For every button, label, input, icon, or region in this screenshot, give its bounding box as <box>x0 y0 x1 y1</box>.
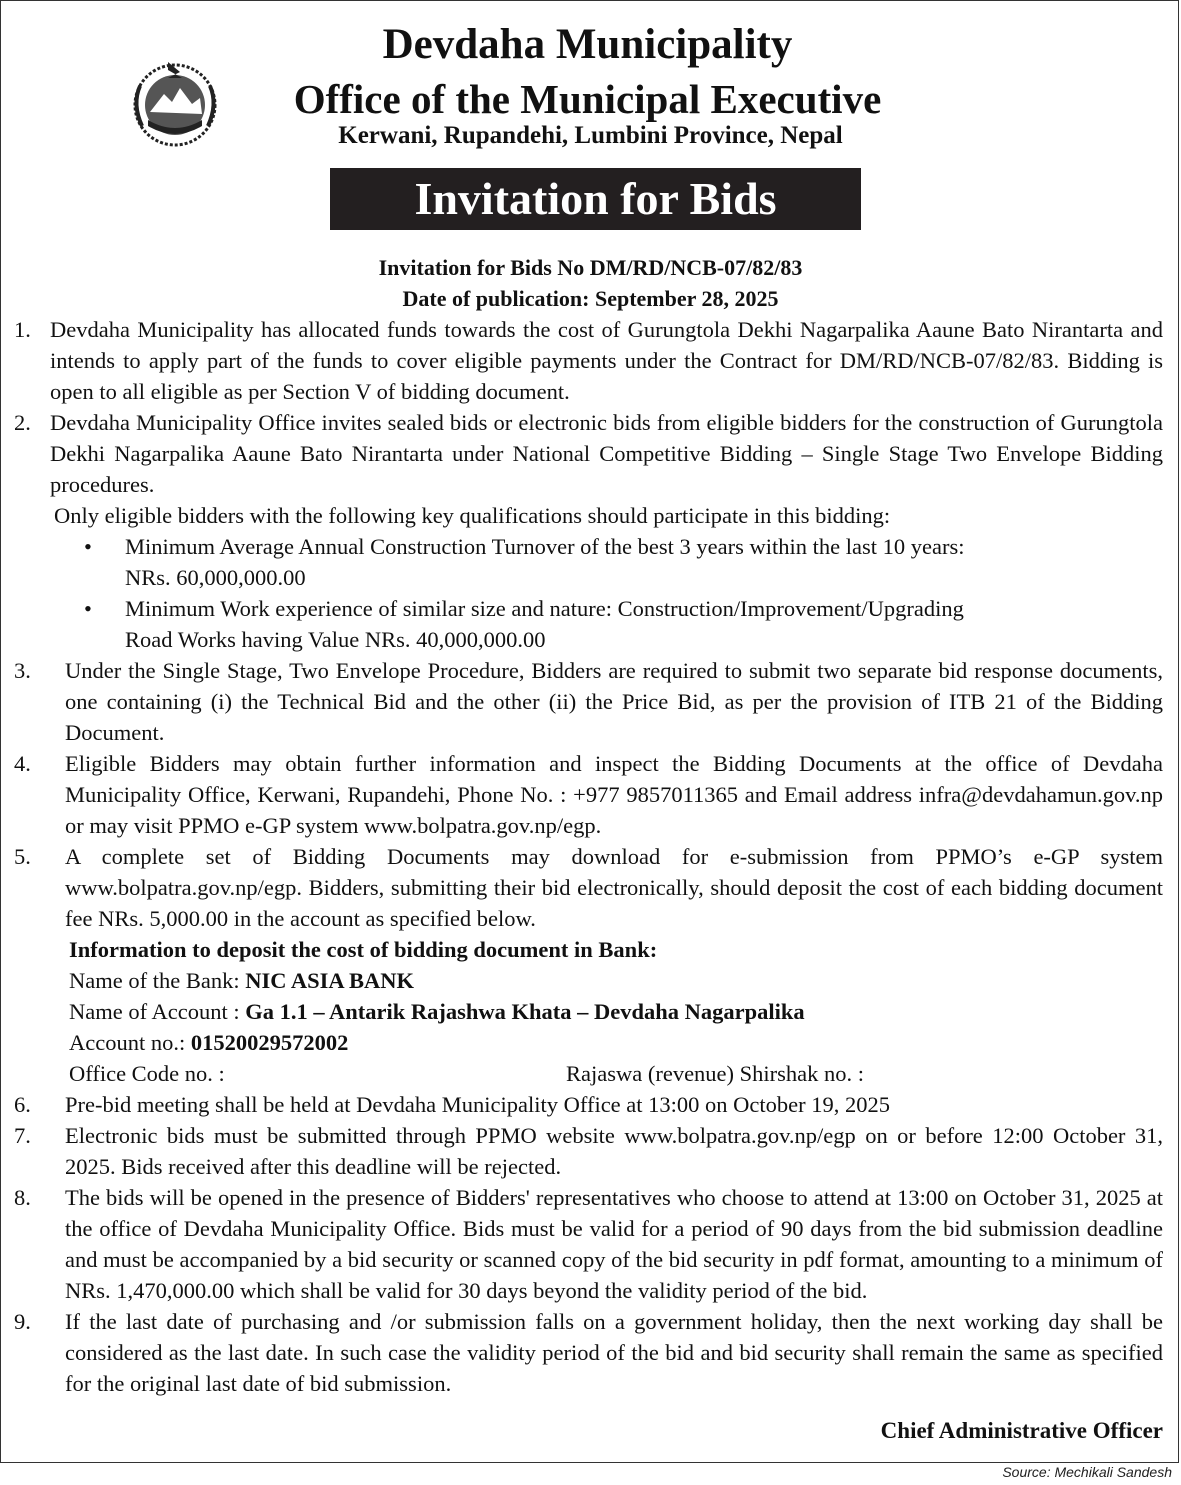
municipality-name: Devdaha Municipality <box>382 21 793 68</box>
item-text: Eligible Bidders may obtain further information and inspect the Bidding Documents at the office of Devdaha Municipality Office, Kerwani, Rupandehi, Phone No. : +977 9857011365 and Email address infra@devdahamun.gov.np or may visit PPMO e-GP system www.bolpatra.gov.np/egp. <box>65 751 1163 838</box>
ifb-number: Invitation for Bids No DM/RD/NCB-07/82/83 <box>378 255 803 280</box>
list-item <box>0 655 1181 748</box>
revenue-heading-label: Rajaswa (revenue) Shirshak no. : <box>566 1061 865 1086</box>
list-item <box>0 314 1181 407</box>
list-item <box>0 1306 1181 1399</box>
qualification-bullet <box>0 531 1181 593</box>
office-code-row <box>69 1058 1181 1089</box>
publication-date: Date of publication: September 28, 2025 <box>402 286 779 311</box>
bank-info <box>0 934 1181 1089</box>
item-text: Pre-bid meeting shall be held at Devdaha Municipality Office at 13:00 on October 19, 2025 <box>65 1092 890 1117</box>
item-number: 6. <box>14 1092 31 1117</box>
item-number: 7. <box>14 1123 31 1148</box>
notice-body <box>0 314 1181 1399</box>
qualification-value: NRs. 60,000,000.00 <box>125 565 306 590</box>
item-number: 4. <box>14 751 31 776</box>
bank-name-label: Name of the Bank: <box>69 968 240 993</box>
office-code-label: Office Code no. : <box>69 1061 225 1086</box>
item-number: 3. <box>14 658 31 683</box>
qualifications-intro: Only eligible bidders with the following key qualifications should participate in this bidding: <box>54 503 891 528</box>
account-number-label: Account no.: <box>69 1030 186 1055</box>
notice-title-banner: Invitation for Bids <box>330 168 861 230</box>
list-item <box>0 1120 1181 1182</box>
qualification-text: Minimum Work experience of similar size and nature: Construction/Improvement/Upgrading <box>125 596 964 621</box>
item-number: 8. <box>14 1185 31 1210</box>
bank-heading: Information to deposit the cost of bidding document in Bank: <box>69 937 658 962</box>
account-name-value: Ga 1.1 – Antarik Rajashwa Khata – Devdaha Nagarpalika <box>245 999 805 1024</box>
list-item <box>0 1089 1181 1120</box>
item-number: 9. <box>14 1309 31 1334</box>
item-number: 2. <box>14 410 31 435</box>
bullet-icon: • <box>84 596 92 621</box>
item-text: Devdaha Municipality Office invites sealed bids or electronic bids from eligible bidders for the construction of Gurungtola Dekhi Nagarpalika Aaune Bato Nirantarta under National Competitive Bidding – Single Stage Two Envelope Bidding procedures. <box>50 410 1163 497</box>
signatory-title: Chief Administrative Officer <box>880 1418 1163 1443</box>
account-number-row <box>69 1027 1181 1058</box>
account-name-row <box>69 996 1181 1027</box>
item-number: 1. <box>14 317 31 342</box>
item-text: Under the Single Stage, Two Envelope Procedure, Bidders are required to submit two separate bid response documents, one containing (i) the Technical Bid and the other (ii) the Price Bid, as per the provision of ITB 21 of the Bidding Document. <box>65 658 1163 745</box>
qualification-bullet <box>0 593 1181 655</box>
list-item <box>0 748 1181 841</box>
office-name: Office of the Municipal Executive <box>293 76 882 122</box>
item-number: 5. <box>14 844 31 869</box>
office-address: Kerwani, Rupandehi, Lumbini Province, Nepal <box>338 122 843 149</box>
bullet-icon: • <box>84 534 92 559</box>
list-item <box>0 1182 1181 1306</box>
account-number-value: 01520029572002 <box>190 1030 349 1055</box>
bank-name-row <box>69 965 1181 996</box>
qualification-value: Road Works having Value NRs. 40,000,000.00 <box>125 627 546 652</box>
source-credit: Source: Mechikali Sandesh <box>1002 1464 1172 1480</box>
list-item <box>0 407 1181 500</box>
item-text: The bids will be opened in the presence of Bidders' representatives who choose to attend at 13:00 on October 31, 2025 at the office of Devdaha Municipality Office. Bids must be valid for a period of 90 days from the bid submission deadline and must be accompanied by a bid security or scanned copy of the bid security in pdf format, amounting to a minimum of NRs. 1,470,000.00 which shall be valid for 30 days beyond the validity period of the bid. <box>65 1185 1163 1303</box>
bank-name-value: NIC ASIA BANK <box>245 968 414 993</box>
item-text: Devdaha Municipality has allocated funds towards the cost of Gurungtola Dekhi Nagarpalika Aaune Bato Nirantarta and intends to apply part of the funds to cover eligible payments under the Contract for DM/RD/NCB-07/82/83. Bidding is open to all eligible as per Section V of bidding document. <box>50 317 1163 404</box>
item-text: If the last date of purchasing and /or submission falls on a government holiday, then the next working day shall be considered as the last date. In such case the validity period of the bid and bid security shall remain the same as specified for the original last date of bid submission. <box>65 1309 1163 1396</box>
qualification-text: Minimum Average Annual Construction Turnover of the best 3 years within the last 10 years: <box>125 534 965 559</box>
item-text: Electronic bids must be submitted through PPMO website www.bolpatra.gov.np/egp on or before 12:00 October 31, 2025. Bids received after this deadline will be rejected. <box>65 1123 1163 1179</box>
item-text: A complete set of Bidding Documents may download for e-submission from PPMO’s e-GP system www.bolpatra.gov.np/egp. Bidders, submitting their bid electronically, should deposit the cost of each bidding document fee NRs. 5,000.00 in the account as specified below. <box>65 844 1163 931</box>
list-item <box>0 841 1181 934</box>
account-name-label: Name of Account : <box>69 999 240 1024</box>
